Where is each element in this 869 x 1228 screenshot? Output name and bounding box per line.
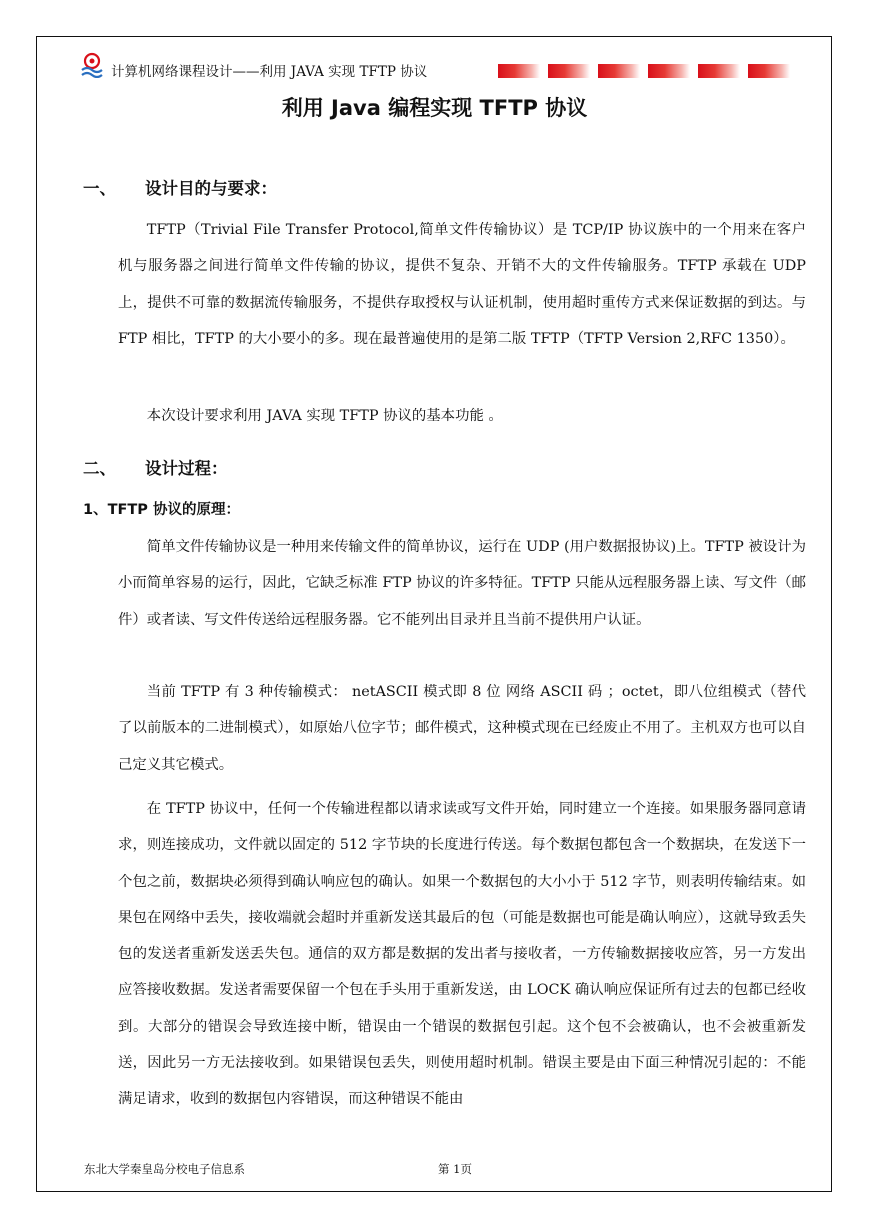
paragraph: 简单文件传输协议是一种用来传输文件的简单协议，运行在 UDP (用户数据报协议)上。TFTP 被设计为小而简单容易的运行，因此，它缺乏标准 FTP 协议的许多特征。TFTP 只能从远程服务器上读、写文件（邮件）或者读、写文件传送给远程服务器。它不能列出目录并且当前不提供用户认证。 (118, 539, 806, 628)
header-bar (748, 64, 790, 78)
paragraph: 在 TFTP 协议中，任何一个传输进程都以请求读或写文件开始，同时建立一个连接。如果服务器同意请求，则连接成功，文件就以固定的 512 字节块的长度进行传送。每个数据包都包含一个数据块，在发送下一个包之前，数据块必须得到确认响应包的确认。如果一个数据包的大小小于 512 字节，则表明传输结束。如果包在网络中丢失，接收端就会超时并重新发送其最后的包（可能是数据也可能是确认响应），这就导致丢失包的发送者重新发送丢失包。通信的双方都是数据的发出者与接收者，一方传输数据接收应答，另一方发出应答接收数据。发送者需要保留一个包在手头用于重新发送，由 LOCK 确认响应保证所有过去的包都已经收到。大部分的错误会导致连接中断，错误由一个错误的数据包引起。这个包不会被确认，也不会被重新发送，因此另一方无法接收到。如果错误包丢失，则使用超时机制。错误主要是由下面三种情况引起的：不能满足请求，收到的数据包内容错误，而这种错误不能由 (118, 801, 806, 1108)
page-title: 利用 Java 编程实现 TFTP 协议 (281, 96, 588, 120)
section-heading (83, 458, 228, 480)
header-bar (698, 64, 740, 78)
section-number: 一、 (83, 179, 116, 198)
page-number: 第 1页 (438, 1162, 472, 1176)
section-title: 设计过程： (145, 459, 228, 478)
paragraph: 本次设计要求利用 JAVA 实现 TFTP 协议的基本功能 。 (146, 408, 503, 424)
school-emblem-icon (81, 52, 103, 78)
header-decoration (498, 64, 798, 78)
header-bar (648, 64, 690, 78)
header-text: 计算机网络课程设计——利用 JAVA 实现 TFTP 协议 (111, 64, 428, 80)
header-bar (548, 64, 590, 78)
section-title: 设计目的与要求： (145, 179, 277, 198)
paragraph: 当前 TFTP 有 3 种传输模式： netASCII 模式即 8 位 网络 ASCII 码 ；octet，即八位组模式（替代了以前版本的二进制模式），如原始八位字节；邮件模式，这种模式现在已经废止不用了。主机双方也可以自己定义其它模式。 (118, 684, 806, 773)
header-bar (598, 64, 640, 78)
section-heading (83, 178, 277, 200)
footer-school: 东北大学秦皇岛分校电子信息系 (84, 1162, 245, 1176)
paragraph: TFTP（Trivial File Transfer Protocol,简单文件传输协议）是 TCP/IP 协议族中的一个用来在客户机与服务器之间进行简单文件传输的协议，提供不复杂、开销不大的文件传输服务。TFTP 承载在 UDP 上，提供不可靠的数据流传输服务，不提供存取授权与认证机制，使用超时重传方式来保证数据的到达。与 FTP 相比，TFTP 的大小要小的多。现在最普遍使用的是第二版 TFTP（TFTP Version 2,RFC 1350）。 (118, 222, 806, 347)
subsection-heading: 1、TFTP 协议的原理： (83, 502, 240, 518)
header-bar (498, 64, 540, 78)
section-number: 二、 (83, 459, 116, 478)
